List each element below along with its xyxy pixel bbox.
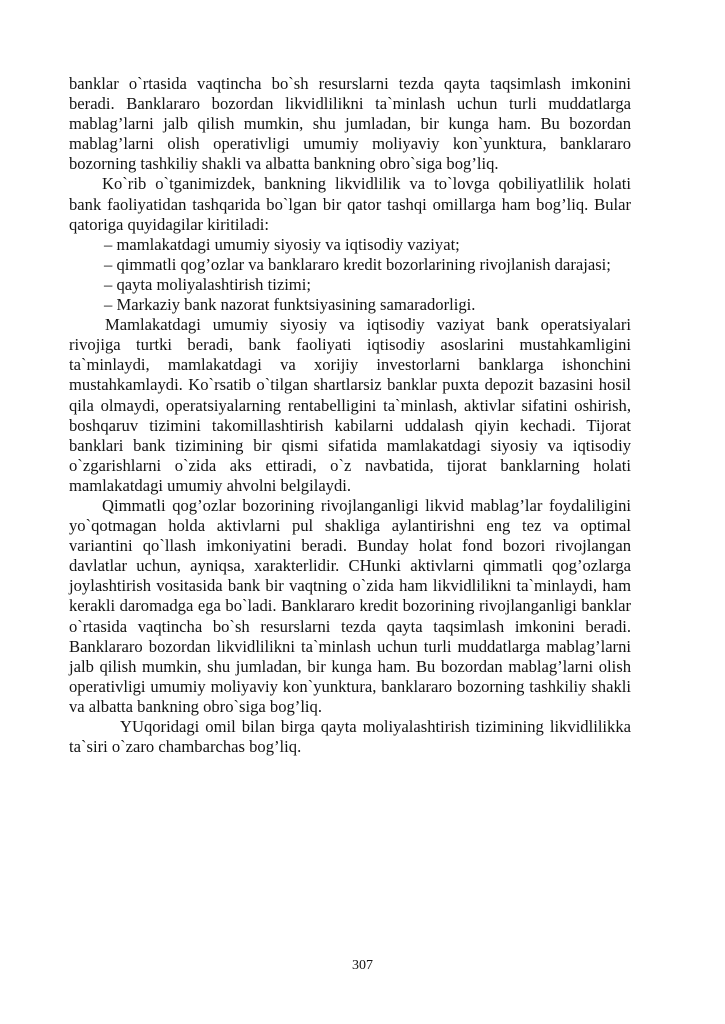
page-number: 307 [352, 958, 373, 973]
paragraph-political-situation: Mamlakatdagi umumiy siyosiy va iqtisodiy vaziyat bank operatsiyalari rivojiga turtki beradi, bank faoliyati iqtisodiy asoslarini mustahkamligini ta`minlaydi, mamlakatdagi va xorijiy investorlarni banklarga ishonchini mustahkamlaydi. Ko`rsatib o`tilgan shartlarsiz banklar puxta depozit bazasini hosil qila olmaydi, operatsiyalarning rentabelligini ta`minlash, aktivlar sifatini oshirish, boshqaruv tizimini takomillashtirish kabilarni uddalash qiyin kechadi. Tijorat banklari bank tizimining bir qismi sifatida mamlakatdagi siyosiy va iqtisodiy o`zgarishlarni o`zida aks ettiradi, o`z navbatida, tijorat banklarning holati mamlakatdagi umumiy ahvolni belgilaydi. [69, 315, 631, 495]
list-item-securities-market: – qimmatli qog’ozlar va banklararo kredit bozorlarining rivojlanish darajasi; [104, 254, 611, 274]
list-item-central-bank: – Markaziy bank nazorat funktsiyasining samaradorligi. [104, 295, 476, 315]
paragraph-securities-market: Qimmatli qog’ozlar bozorining rivojlanganligi likvid mablag’lar foydaliligini yo`qotmagan holda aktivlarni pul shakliga aylantirishni eng tez va optimal variantini qo`llash imkoniyatini beradi. Bunday holat fond bozori rivojlangan davlatlar uchun, ayniqsa, xarakterlidir. CHunki aktivlarni qimmatli qog’ozlarga joylashtirish vositasida bank bir vaqtning o`zida ham likvidlilikni ta`minlaydi, ham kerakli daromadga ega bo`ladi. Banklararo kredit bozorining rivojlanganligi banklar o`rtasida vaqtincha bo`sh resurslarni tezda qayta taqsimlash imkonini beradi. Banklararo bozordan likvidlilikni ta`minlash uchun turli muddatlarga mablag’larni jalb qilish mumkin, shu jumladan, bir kunga ham. Bu bozordan mablag’larni olish operativligi umumiy moliyaviy kon`yunktura, banklararo bozorning tashkiliy shakli va albatta bankning obro`siga bog’liq. [69, 495, 631, 716]
list-item-refinancing: – qayta moliyalashtirish tizimi; [104, 274, 311, 294]
paragraph-continuation: banklar o`rtasida vaqtincha bo`sh resurslarni tezda qayta taqsimlash imkonini beradi. Banklararo bozordan likvidlilikni ta`minlash uchun turli muddatlarga mablag’larni jalb qilish mumkin, shu jumladan, bir kunga ham. Bu bozordan mablag’larni olish operativligi umumiy moliyaviy kon`yunktura, banklararo bozorning tashkiliy shakli va albatta bankning obro`siga bog’liq. [69, 74, 631, 174]
list-item-political-economic: – mamlakatdagi umumiy siyosiy va iqtisodiy vaziyat; [104, 234, 460, 254]
paragraph-refinancing: YUqoridagi omil bilan birga qayta moliyalashtirish tizimining likvidlilikka ta`siri o`zaro chambarchas bog’liq. [69, 717, 631, 757]
paragraph-external-factors: Ko`rib o`tganimizdek, bankning likvidlilik va to`lovga qobiliyatlilik holati bank faoliyatidan tashqarida bo`lgan bir qator tashqi omillarga ham bog’liq. Bular qatoriga quyidagilar kiritiladi: [69, 174, 631, 234]
document-body [69, 74, 631, 757]
